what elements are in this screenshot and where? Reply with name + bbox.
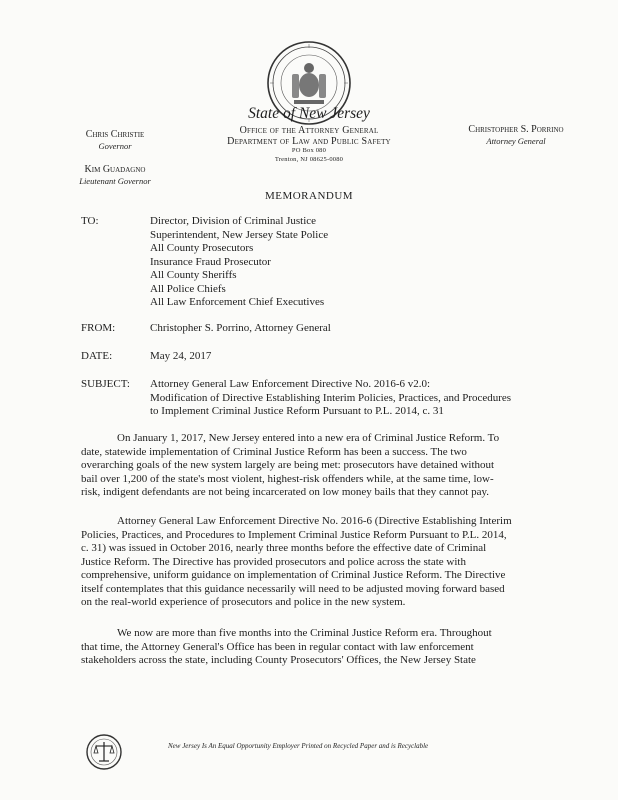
paragraph-line: risk, indigent defendants are not being incarcerated on low money bails that they cannot pay.: [81, 486, 489, 498]
paragraph-line: Policies, Practices, and Procedures to Implement Criminal Justice Reform Pursuant to P.L. 2014,: [81, 528, 507, 541]
paragraph-line: overarching goals of the new system largely are being met: prosecutors have detained without: [81, 459, 495, 471]
paragraph-line: We now are more than five months into the Criminal Justice Reform era. Throughout: [117, 627, 492, 639]
lt-governor-title: Lieutenant Governor: [79, 175, 151, 186]
recipient: Superintendent, New Jersey State Police: [150, 228, 329, 241]
paragraph-line: that time, the Attorney General's Office has been in regular contact with law enforcement: [81, 640, 474, 653]
subject-value: [150, 378, 511, 419]
recipient: All County Prosecutors: [150, 242, 254, 254]
to-label: TO:: [81, 215, 99, 227]
po-box: PO Box 080: [291, 147, 327, 154]
body-paragraph-1: [81, 432, 551, 500]
paragraph-line: On January 1, 2017, New Jersey entered into a new era of Criminal Justice Reform. To: [117, 432, 500, 444]
scales-of-justice-icon: [85, 733, 123, 771]
department-name: Department of Law and Public Safety: [227, 136, 391, 147]
paragraph-line: Attorney General Law Enforcement Directive No. 2016-6 (Directive Establishing Interim: [117, 515, 512, 527]
date-value: May 24, 2017: [150, 350, 212, 362]
footer-text: New Jersey Is An Equal Opportunity Employer Printed on Recycled Paper and is Recyclable: [168, 742, 429, 750]
attorney-general-name: Christopher S. Porrino: [468, 124, 564, 135]
city-address: Trenton, NJ 08625-0080: [274, 155, 344, 163]
attorney-general-block: [446, 125, 586, 146]
paragraph-line: on the real-world experience of prosecutors and police in the new system.: [81, 596, 406, 608]
paragraph-line: bail over 1,200 of the state's most violent, highest-risk offenders while, at the same time, low-: [81, 472, 494, 485]
recipient: All Law Enforcement Chief Executives: [150, 296, 325, 308]
recipient: All Police Chiefs: [150, 282, 226, 295]
from-value: Christopher S. Porrino, Attorney General: [150, 322, 331, 334]
governor-title: Governor: [98, 140, 132, 151]
from-label: FROM:: [81, 322, 116, 334]
recipient: Insurance Fraud Prosecutor: [150, 255, 271, 268]
to-recipients: [150, 215, 328, 310]
body-paragraph-3: [81, 627, 551, 668]
paragraph-line: stakeholders across the state, including County Prosecutors' Offices, the New Jersey State: [81, 654, 476, 666]
paragraph-line: c. 31) was issued in October 2016, nearly three months before the effective date of Criminal: [81, 542, 487, 554]
attorney-general-title: Attorney General: [486, 135, 546, 146]
office-name: Office of the Attorney General: [239, 125, 379, 136]
subject-label: SUBJECT:: [81, 378, 130, 390]
memo-heading: MEMORANDUM: [264, 190, 354, 202]
paragraph-line: Justice Reform. The Directive has provided prosecutors and police across the state with: [81, 555, 466, 568]
governor-name: Chris Christie: [85, 129, 145, 140]
subject-line: Modification of Directive Establishing Interim Policies, Practices, and Procedures: [150, 391, 512, 404]
recipient: All County Sheriffs: [150, 269, 237, 281]
body-paragraph-2: [81, 515, 551, 610]
subject-line: Attorney General Law Enforcement Directive No. 2016-6 v2.0:: [150, 378, 431, 390]
state-title: State of New Jersey: [248, 105, 370, 122]
paragraph-line: comprehensive, uniform guidance on implementation of Criminal Justice Reform. The Directive: [81, 569, 506, 581]
governor-block: [60, 130, 170, 186]
paragraph-line: itself contemplates that this guidance necessarily will need to be adjusted moving forward based: [81, 582, 505, 595]
date-label: DATE:: [81, 350, 113, 362]
subject-line: to Implement Criminal Justice Reform Pursuant to P.L. 2014, c. 31: [150, 405, 444, 417]
paragraph-line: date, statewide implementation of Criminal Justice Reform has been a success. The two: [81, 445, 467, 458]
recipient: Director, Division of Criminal Justice: [150, 215, 317, 227]
lt-governor-name: Kim Guadagno: [84, 164, 146, 175]
